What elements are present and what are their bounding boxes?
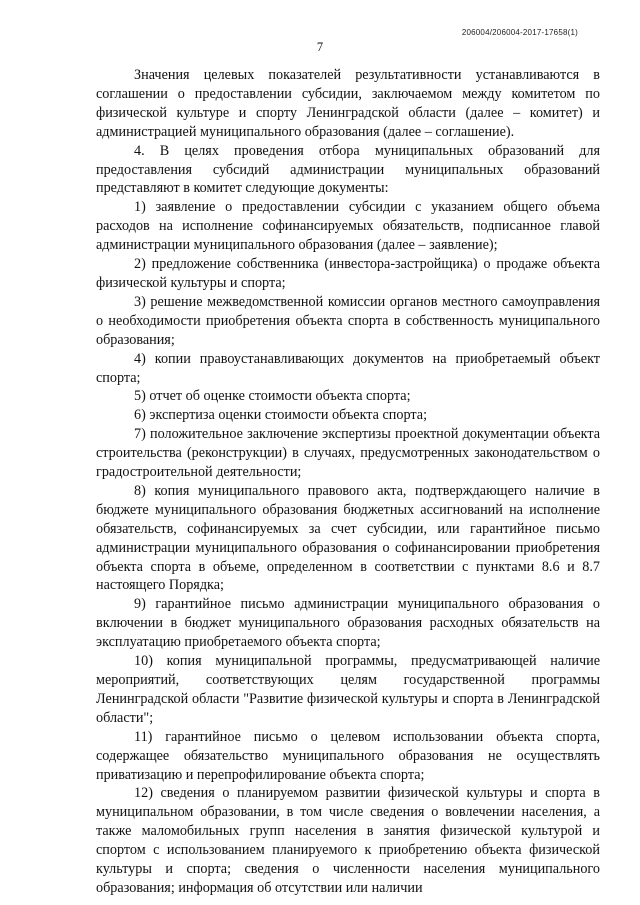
document-id: 206004/206004-2017-17658(1) <box>461 28 578 37</box>
list-item: 1) заявление о предоставлении субсидии с указанием общего объема расходов на исполнение софинансируемых обязательств, подписанное главой администрации муниципального образования (далее – заявление); <box>96 199 600 254</box>
document-body <box>96 66 600 898</box>
list-item: 9) гарантийное письмо администрации муниципального образования о включении в бюджет муниципального образования расходных обязательств на эксплуатацию приобретаемого объекта спорта; <box>96 596 600 651</box>
list-item: 8) копия муниципального правового акта, подтверждающего наличие в бюджете муниципального образования бюджетных ассигнований на исполнение обязательств, софинансируемых за счет субсидии, или гарантийное письмо администрации муниципального образования о софинансировании приобретения объекта спорта в объеме, определенном в соответствии с пунктами 8.6 и 8.7 настоящего Порядка; <box>96 482 600 594</box>
list-item: 5) отчет об оценке стоимости объекта спорта; <box>134 388 411 405</box>
list-item: 6) экспертиза оценки стоимости объекта спорта; <box>134 407 428 424</box>
list-item: 3) решение межведомственной комиссии органов местного самоуправления о необходимости приобретения объекта спорта в собственность муниципального образования; <box>96 293 600 348</box>
list-item: 12) сведения о планируемом развитии физической культуры и спорта в муниципальном образовании, в том числе сведения о вовлечении населения, а также маломобильных групп населения в занятия физической культурой и спортом с использованием планируемого к приобретению объекта физической культуры и спорта; сведения о численности населения муниципального образования; информация об отсутствии или наличии <box>96 785 600 896</box>
list-item: 2) предложение собственника (инвестора-застройщика) о продаже объекта физической культуры и спорта; <box>96 256 600 291</box>
list-item: 7) положительное заключение экспертизы проектной документации объекта строительства (реконструкции) в случаях, предусмотренных законодательством о градостроительной деятельности; <box>96 426 600 481</box>
list-item: 11) гарантийное письмо о целевом использовании объекта спорта, содержащее обязательство муниципального образования не осуществлять приватизацию и перепрофилирование объекта спорта; <box>96 728 600 783</box>
paragraph: Значения целевых показателей результативности устанавливаются в соглашении о предоставлении субсидии, заключаемом между комитетом по физической культуре и спорту Ленинградской области (далее – комитет) и администрацией муниципального образования (далее – соглашение). <box>96 67 600 140</box>
list-item: 10) копия муниципальной программы, предусматривающей наличие мероприятий, соответствующих целям государственной программы Ленинградской области "Развитие физической культуры и спорта в Ленинградской области"; <box>96 653 600 726</box>
paragraph: 4. В целях проведения отбора муниципальных образований для предоставления субсидий администрации муниципальных образований представляют в комитет следующие документы: <box>96 142 600 197</box>
list-item: 4) копии правоустанавливающих документов на приобретаемый объект спорта; <box>96 350 600 386</box>
page-number: 7 <box>316 40 324 54</box>
